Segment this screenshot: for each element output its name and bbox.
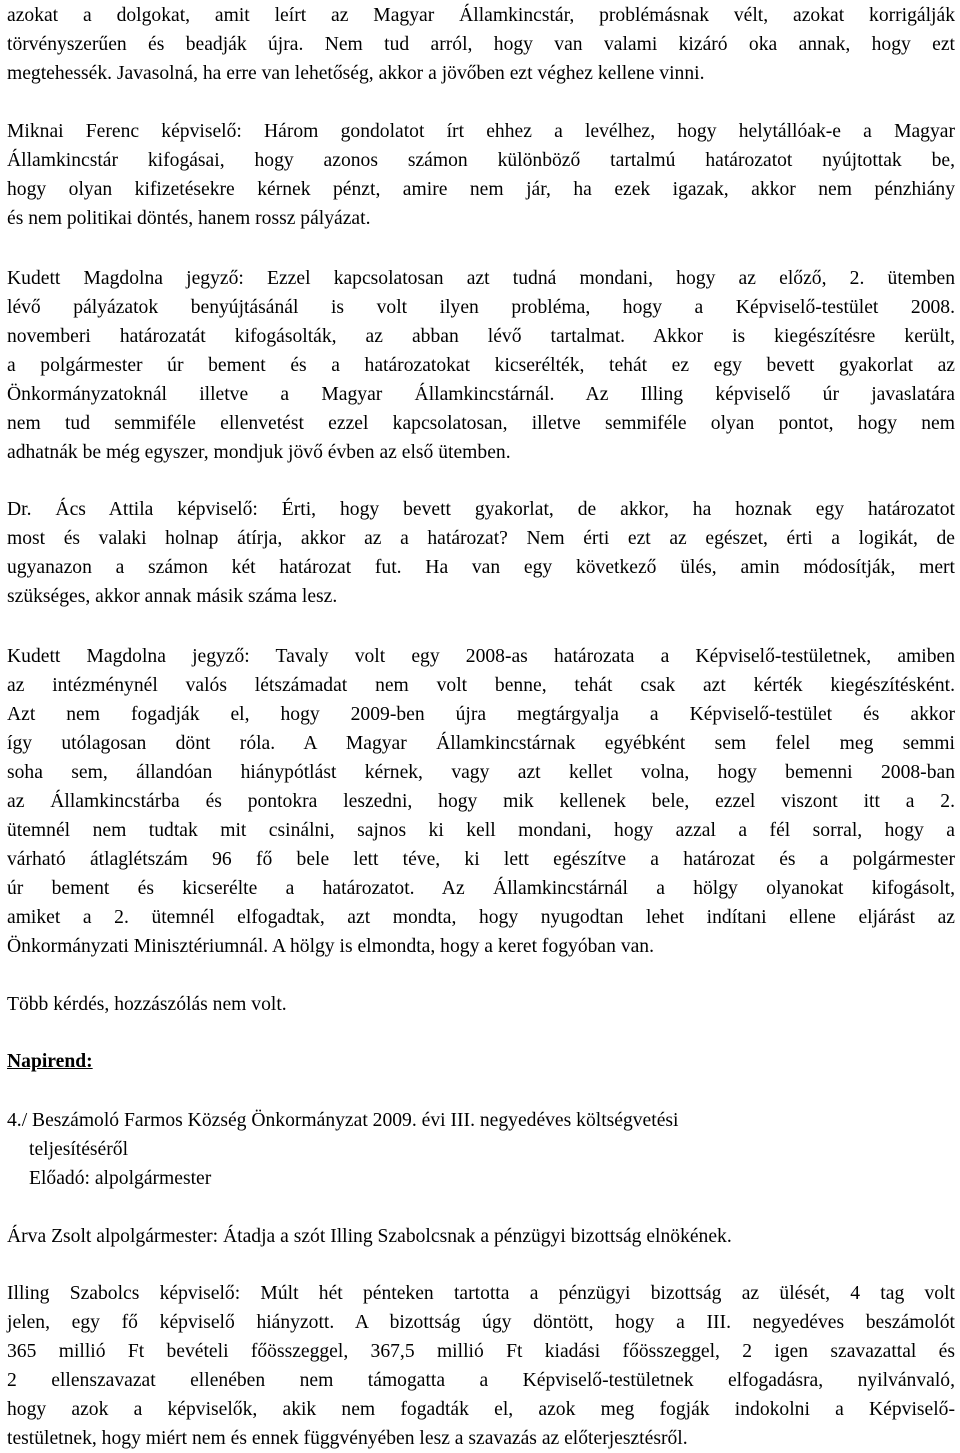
- text-line: 4./ Beszámoló Farmos Község Önkormányzat 2009. évi III. negyedéves költségvetési: [7, 1110, 679, 1131]
- paragraph-miknai-ferenc: [7, 117, 955, 233]
- text-line: Dr. Ács Attila képviselő: Érti, hogy bevett gyakorlat, de akkor, ha hoznak egy határozatot: [7, 499, 955, 520]
- text-line: az Államkincstárba és pontokra leszedni, hogy mik kellenek bele, ezzel viszont itt a 2.: [7, 791, 955, 812]
- text-line: nem tud semmiféle ellenvetést ezzel kapcsolatosan, illetve semmiféle olyan pontot, hogy nem: [7, 413, 955, 434]
- text-line: hogy azok a képviselők, akik nem fogadták el, azok meg fogják indokolni a Képviselő-: [7, 1399, 955, 1420]
- paragraph-acs-attila: [7, 495, 955, 611]
- text-line: teljesítéséről: [29, 1139, 129, 1160]
- paragraph-arva-zsolt: [7, 1222, 955, 1251]
- text-line: Árva Zsolt alpolgármester: Átadja a szót Illing Szabolcsnak a pénzügyi bizottság elnökének.: [7, 1226, 732, 1247]
- text-line: szükséges, akkor annak másik száma lesz.: [7, 586, 338, 607]
- text-line: ütemnél nem tudtak mit csinálni, sajnos ki kell mondani, hogy azzal a fél sorral, hogy a: [7, 820, 955, 841]
- text-line: Előadó: alpolgármester: [29, 1168, 212, 1189]
- text-line: Önkormányzatoknál illetve a Magyar Államkincstárnál. Az Illing képviselő úr javaslatára: [7, 384, 955, 405]
- text-line: 2 ellenszavazat ellenében nem támogatta a Képviselő-testületnek elfogadásra, nyilvánvaló,: [7, 1370, 955, 1391]
- text-line: az intézménynél valós létszámadat nem volt benne, tehát csak azt kérték kiegészítésként.: [7, 675, 955, 696]
- text-line: ugyanazon a számon két határozat fut. Ha van egy következő ülés, amin módosítják, mert: [7, 557, 955, 578]
- text-line: Önkormányzati Minisztériumnál. A hölgy is elmondta, hogy a keret fogyóban van.: [7, 936, 655, 957]
- agenda-heading: Napirend:: [7, 1051, 93, 1072]
- text-line: Miknai Ferenc képviselő: Három gondolatot írt ehhez a levélhez, hogy helytállóak-e a Magyar: [7, 121, 955, 142]
- text-line: jelen, egy fő képviselő hiányzott. A bizottság úgy döntött, hogy a III. negyedéves beszámolót: [7, 1312, 955, 1333]
- paragraph-no-more-questions: [7, 990, 955, 1019]
- text-line: és nem politikai döntés, hanem rossz pályázat.: [7, 208, 371, 229]
- paragraph-illing-szabolcs: [7, 1279, 955, 1453]
- text-line: Kudett Magdolna jegyző: Ezzel kapcsolatosan azt tudná mondani, hogy az előző, 2. ütemben: [7, 268, 955, 289]
- text-line: lévő pályázatok benyújtásánál is volt ilyen probléma, hogy a Képviselő-testület 2008.: [7, 297, 955, 318]
- text-line: hogy olyan kifizetésekre kérnek pénzt, amire nem jár, ha ezek igazak, akkor nem pénzhiány: [7, 179, 955, 200]
- text-line: megtehessék. Javasolná, ha erre van lehetőség, akkor a jövőben ezt véghez kellene vinni.: [7, 63, 705, 84]
- text-line: Azt nem fogadják el, hogy 2009-ben újra megtárgyalja a Képviselő-testület és akkor: [7, 704, 955, 725]
- text-line: várható átlaglétszám 96 fő bele lett téve, ki lett egészítve a határozat és a polgármester: [7, 849, 955, 870]
- text-line: soha sem, állandóan hiánypótlást kérnek, vagy azt kellet volna, hogy bemenni 2008-ban: [7, 762, 955, 783]
- paragraph-continuation: [7, 1, 955, 88]
- paragraph-kudett-magdolna-2: [7, 642, 955, 961]
- text-line: Államkincstár kifogásai, hogy azonos számon különböző tartalmú határozatot nyújtottak be,: [7, 150, 955, 171]
- text-line: Több kérdés, hozzászólás nem volt.: [7, 994, 287, 1015]
- text-line: úr bement és kicserélte a határozatot. Az Államkincstárnál a hölgy olyanokat kifogásolt,: [7, 878, 955, 899]
- text-line: Illing Szabolcs képviselő: Múlt hét pénteken tartotta a pénzügyi bizottság az ülését, 4 tag volt: [7, 1283, 955, 1304]
- text-line: Kudett Magdolna jegyző: Tavaly volt egy 2008-as határozata a Képviselő-testületnek, amiben: [7, 646, 955, 667]
- text-line: 365 millió Ft bevételi főösszeggel, 367,5 millió Ft kiadási főösszeggel, 2 igen szavazattal és: [7, 1341, 955, 1362]
- text-line: novemberi határozatát kifogásolták, az abban lévő tartalmat. Akkor is kiegészítésre került,: [7, 326, 955, 347]
- text-line: amiket a 2. ütemnél elfogadtak, azt mondta, hogy nyugodtan lehet indítani ellene eljárást az: [7, 907, 955, 928]
- text-line: azokat a dolgokat, amit leírt az Magyar Államkincstár, problémásnak vélt, azokat korrigálják: [7, 5, 955, 26]
- text-line: testületnek, hogy miért nem és ennek függvényében lesz a szavazás az előterjesztésről.: [7, 1428, 688, 1449]
- text-line: a polgármester úr bement és a határozatokat kicserélték, tehát ez egy bevett gyakorlat az: [7, 355, 955, 376]
- text-line: adhatnák be még egyszer, mondjuk jövő évben az első ütemben.: [7, 442, 511, 463]
- text-line: most és valaki holnap átírja, akkor az a határozat? Nem érti ezt az egészet, érti a logikát, de: [7, 528, 955, 549]
- text-line: így utólagosan dönt róla. A Magyar Államkincstárnak egyébként sem felel meg semmi: [7, 733, 955, 754]
- text-line: törvényszerűen és beadják újra. Nem tud arról, hogy van valami kizáró oka annak, hogy ezt: [7, 34, 955, 55]
- paragraph-kudett-magdolna-1: [7, 264, 955, 467]
- agenda-item: [7, 1106, 955, 1193]
